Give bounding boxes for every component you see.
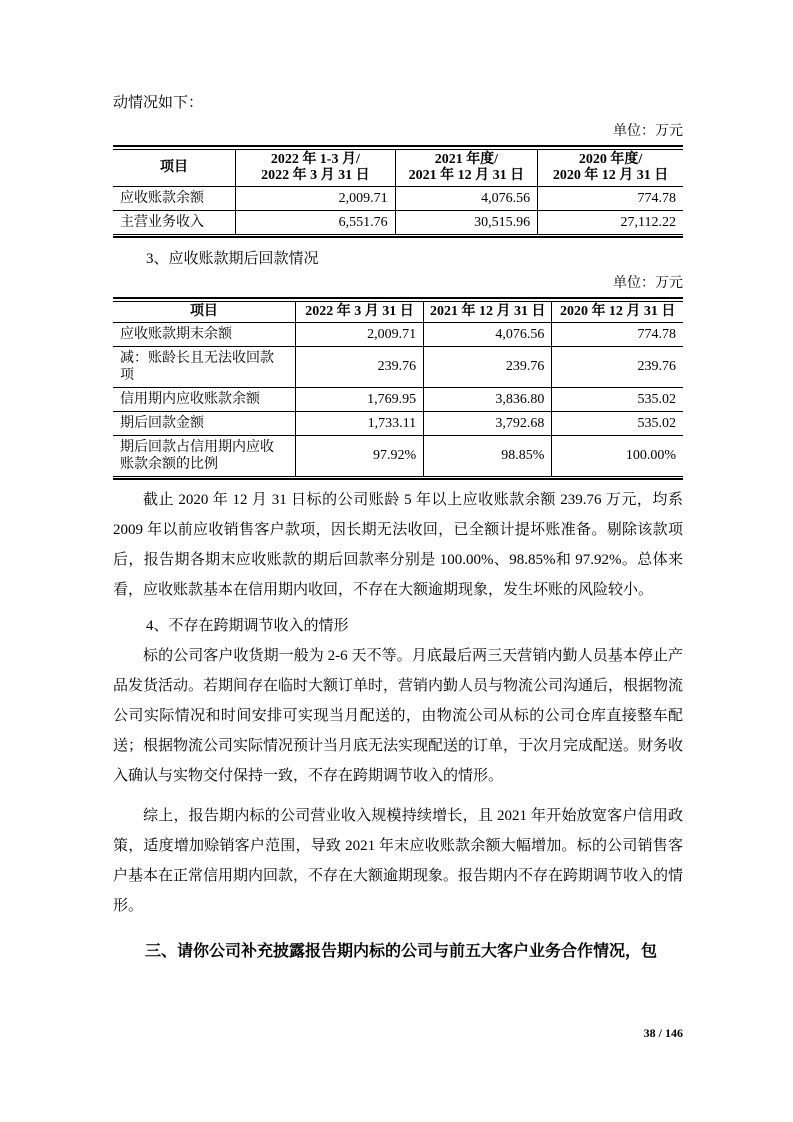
section-3-heading: 3、应收账款期后回款情况 <box>146 251 319 267</box>
post-period-collection-table <box>113 301 683 477</box>
column-header: 2021 年度/ 2021 年 12 月 31 日 <box>395 149 538 186</box>
table-row <box>113 411 683 435</box>
paragraph-conclusion: 综上，报告期内标的公司营业收入规模持续增长，且 2021 年开始放宽客户信用政策，适度增加赊销客户范围，导致 2021 年末应收账款余额大幅增加。标的公司销售客户基本在正常信用期内回款，不存在大额逾期现象。报告期内不存在跨期调节收入的情形。 <box>113 808 684 914</box>
table-header-row <box>113 301 683 322</box>
column-header: 2022 年 1-3 月/ 2022 年 3 月 31 日 <box>236 149 396 186</box>
cell-value: 1,733.11 <box>295 411 423 435</box>
post-period-collection-table-wrap <box>113 297 683 480</box>
cell-value: 239.76 <box>552 346 683 387</box>
column-header: 2020 年 12 月 31 日 <box>552 301 683 322</box>
row-label: 期后回款占信用期内应收账款余额的比例 <box>120 439 274 472</box>
column-header: 项目 <box>160 159 189 175</box>
cell-value: 4,076.56 <box>395 186 538 210</box>
paragraph-continuation: 动情况如下： <box>113 95 204 111</box>
row-label: 期后回款金额 <box>120 415 204 431</box>
cell-value: 6,551.76 <box>236 210 396 234</box>
cell-value: 2,009.71 <box>295 322 423 346</box>
section-4-heading: 4、不存在跨期调节收入的情形 <box>146 618 349 634</box>
unit-label: 单位：万元 <box>613 276 683 291</box>
paragraph-delivery-process: 标的公司客户收货期一般为 2-6 天不等。月底最后两三天营销内勤人员基本停止产品发货活动。若期间存在临时大额订单时，营销内勤人员与物流公司沟通后，根据物流公司实际情况和时间安排可实现当月配送的，由物流公司从标的公司仓库直接整车配送；根据物流公司实际情况预计当月底无法实现配送的订单，于次月完成配送。财务收入确认与实物交付保持一致，不存在跨期调节收入的情形。 <box>113 648 684 784</box>
column-header: 2020 年度/ 2020 年 12 月 31 日 <box>538 149 683 186</box>
cell-value: 100.00% <box>552 435 683 476</box>
row-label: 信用期内应收账款余额 <box>120 391 260 407</box>
cell-value: 239.76 <box>424 346 552 387</box>
cell-value: 4,076.56 <box>424 322 552 346</box>
cell-value: 3,836.80 <box>424 387 552 411</box>
column-header: 项目 <box>189 303 218 319</box>
page-number: 38 / 146 <box>643 1026 683 1040</box>
cell-value: 239.76 <box>295 346 423 387</box>
column-header: 2021 年 12 月 31 日 <box>424 301 552 322</box>
cell-value: 3,792.68 <box>424 411 552 435</box>
row-label: 应收账款余额 <box>120 190 204 206</box>
receivables-summary-table-wrap <box>113 145 683 238</box>
cell-value: 1,769.95 <box>295 387 423 411</box>
table-row <box>113 387 683 411</box>
table-row <box>113 435 683 476</box>
row-label: 应收账款期末余额 <box>120 326 232 342</box>
table-row <box>113 346 683 387</box>
table-row <box>113 210 683 234</box>
section-major-heading: 三、请你公司补充披露报告期内标的公司与前五大客户业务合作情况，包 <box>145 943 658 960</box>
row-label: 减：账龄长且无法收回款项 <box>120 350 274 383</box>
cell-value: 98.85% <box>424 435 552 476</box>
paragraph-aging-analysis: 截止 2020 年 12 月 31 日标的公司账龄 5 年以上应收账款余额 239.76 万元，均系 2009 年以前应收销售客户款项，因长期无法收回，已全额计提坏账准备。剔除该款项后，报告期各期末应收账款的期后回款率分别是 100.00%、98.85%和 97.92%。总体来看，应收账款基本在信用期内收回，不存在大额逾期现象，发生坏账的风险较小。 <box>113 492 683 598</box>
cell-value: 27,112.22 <box>538 210 683 234</box>
cell-value: 2,009.71 <box>236 186 396 210</box>
cell-value: 535.02 <box>552 411 683 435</box>
cell-value: 535.02 <box>552 387 683 411</box>
cell-value: 30,515.96 <box>395 210 538 234</box>
cell-value: 774.78 <box>538 186 683 210</box>
unit-label: 单位：万元 <box>613 124 683 139</box>
cell-value: 774.78 <box>552 322 683 346</box>
table-row <box>113 322 683 346</box>
row-label: 主营业务收入 <box>120 214 204 230</box>
table-header-row <box>113 149 683 186</box>
table-row <box>113 186 683 210</box>
receivables-summary-table <box>113 149 683 235</box>
column-header: 2022 年 3 月 31 日 <box>295 301 423 322</box>
cell-value: 97.92% <box>295 435 423 476</box>
